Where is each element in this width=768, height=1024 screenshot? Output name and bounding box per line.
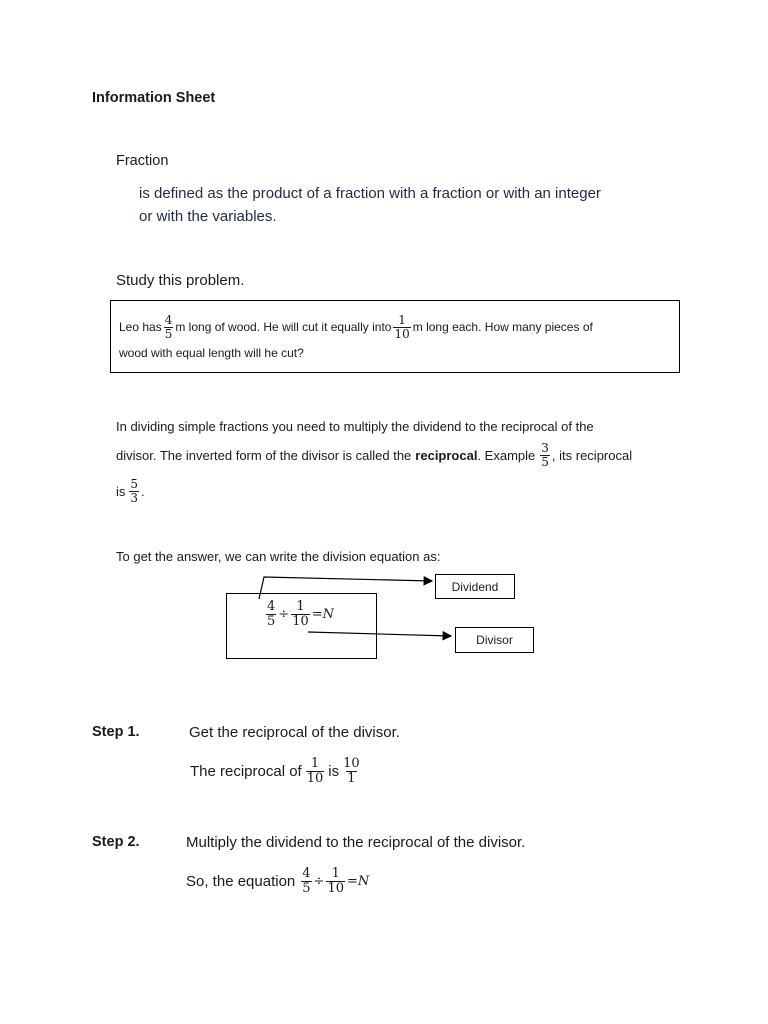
- divide-sign: ÷: [278, 606, 290, 622]
- fraction-numerator: 1: [310, 755, 320, 771]
- diagram-intro: To get the answer, we can write the division equation as:: [116, 549, 441, 564]
- fraction-numerator: 5: [130, 476, 139, 491]
- step-2-text: Multiply the dividend to the reciprocal of the divisor.: [186, 834, 526, 851]
- divide-sign: ÷: [313, 873, 325, 889]
- step-1-fraction-divisor: [306, 757, 325, 785]
- fraction-denominator: 5: [164, 326, 173, 341]
- fraction-numerator: 3: [541, 440, 549, 455]
- fraction-numerator: 4: [267, 598, 276, 614]
- reciprocal-term: reciprocal: [415, 447, 478, 463]
- equals-sign: =: [347, 873, 358, 889]
- fraction-denominator: 1: [347, 770, 356, 786]
- fraction-denominator: 5: [541, 454, 549, 469]
- divisor-label: Divisor: [455, 627, 534, 653]
- step-1-sub-text: The reciprocal of: [190, 762, 302, 780]
- step-2-dividend-fraction: [301, 867, 311, 895]
- explanation-line-1: In dividing simple fractions you need to multiply the dividend to the reciprocal of the: [116, 419, 594, 434]
- problem-line-2: wood with equal length will he cut?: [119, 346, 304, 360]
- equals-sign: =: [311, 606, 323, 622]
- explanation-text: , its reciprocal: [551, 447, 633, 463]
- explanation-text: .: [141, 483, 145, 499]
- definition-line-2: or with the variables.: [139, 208, 277, 225]
- problem-text-2: m long of wood. He will cut it equally into: [175, 320, 392, 334]
- dividend-arrow: [259, 577, 432, 599]
- variable-n: N: [322, 606, 335, 622]
- explanation-text: is: [116, 483, 126, 499]
- problem-text-1: Leo has: [119, 320, 162, 334]
- fraction-numerator: 4: [164, 312, 173, 327]
- fraction-denominator: 10: [327, 880, 344, 896]
- step-1-sub-text-is: is: [328, 762, 340, 780]
- fraction-denominator: 10: [292, 613, 309, 629]
- step-2-sub-text: So, the equation: [186, 872, 296, 890]
- fraction-denominator: 10: [394, 326, 410, 341]
- step-1-text: Get the reciprocal of the divisor.: [189, 724, 400, 741]
- fraction-numerator: 1: [398, 312, 406, 327]
- definition-line-1: is defined as the product of a fraction with a fraction or with an integer: [139, 185, 601, 202]
- step-1-sub: [190, 753, 363, 789]
- fraction-numerator: 1: [331, 865, 340, 881]
- fraction-denominator: 3: [130, 490, 139, 505]
- dividend-label: Dividend: [435, 574, 515, 599]
- fraction-denominator: 5: [267, 613, 276, 629]
- explanation-text: divisor. The inverted form of the divisor is called the: [116, 447, 412, 463]
- divisor-arrow: [308, 632, 451, 636]
- page-title: Information Sheet: [92, 90, 216, 106]
- fraction-denominator: 5: [302, 880, 311, 896]
- fraction-denominator: 10: [306, 770, 324, 786]
- step-1-label: Step 1.: [92, 724, 140, 740]
- fraction-numerator: 1: [296, 598, 305, 614]
- step-2-label: Step 2.: [92, 834, 140, 850]
- problem-text-3: m long each. How many pieces of: [412, 320, 593, 334]
- definition-term: Fraction: [116, 153, 169, 169]
- variable-n: N: [357, 873, 370, 889]
- step-2-divisor-fraction: [326, 867, 345, 895]
- fraction-numerator: 10: [343, 755, 360, 771]
- problem-heading: Study this problem.: [116, 272, 245, 289]
- explanation-text: . Example: [477, 447, 536, 463]
- step-2-sub: [186, 863, 369, 899]
- step-1-fraction-reciprocal: [342, 757, 361, 785]
- fraction-numerator: 4: [302, 865, 311, 881]
